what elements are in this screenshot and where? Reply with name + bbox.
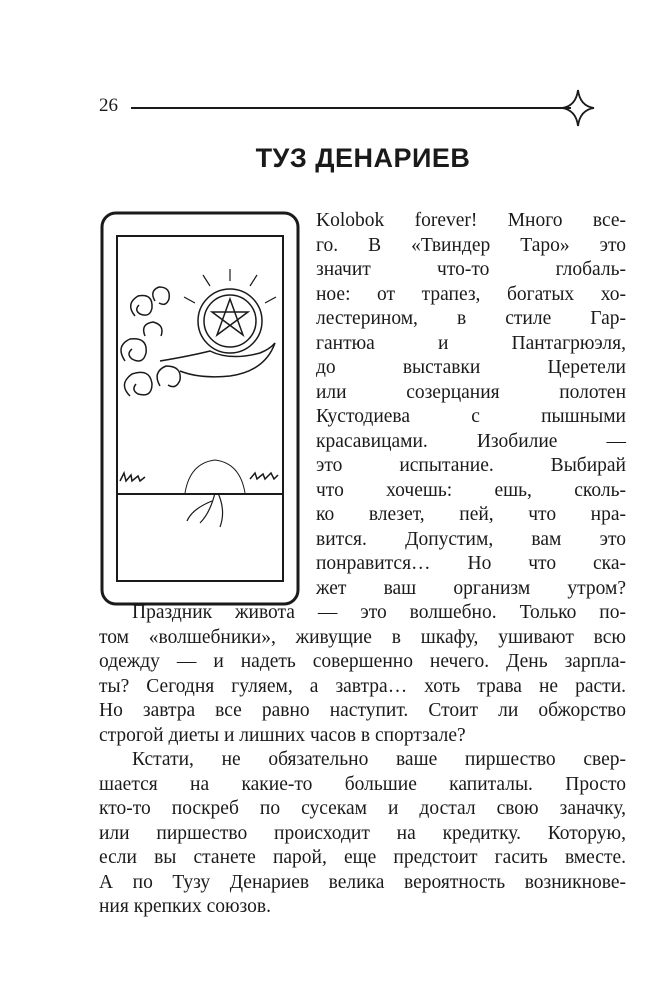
- text-line: шается на какие-то большие капиталы. Просто: [99, 773, 626, 795]
- text-line: это испытание. Выбирай: [316, 455, 626, 476]
- text-line: лестерином, в стиле Гар-: [316, 308, 626, 329]
- page-number: 26: [99, 95, 118, 116]
- text-line: ко влезет, пей, что нра-: [316, 504, 626, 525]
- text-line: ты? Сегодня гуляем, а завтра… хоть трава не расти.: [99, 675, 626, 697]
- text-line: или пиршество происходит на кредитку. Которую,: [99, 822, 626, 844]
- text-line: Кстати, не обязательно ваше пиршество свер-: [132, 749, 626, 770]
- text-line: гантюа и Пантагрюэля,: [316, 332, 626, 354]
- text-line: Праздник живота — это волшебно. Только по-: [132, 602, 626, 623]
- text-line: кто-то поскреб по сусекам и достал свою заначку,: [99, 798, 626, 819]
- text-line: Kolobok forever! Много все-: [316, 210, 626, 231]
- text-line: понравится… Но что ска-: [316, 553, 626, 574]
- text-line: если вы станете парой, еще предстоит гасить вместе.: [99, 847, 626, 868]
- text-line: строгой диеты и лишних часов в спортзале?: [99, 724, 466, 746]
- text-line: том «волшебники», живущие в шкафу, ушивают всю: [99, 626, 626, 648]
- text-line: А по Тузу Денариев велика вероятность возникнове-: [99, 871, 626, 893]
- text-line: жет ваш организм утром?: [316, 577, 626, 599]
- text-line: значит что-то глобаль-: [316, 259, 626, 280]
- text-line: до выставки Церетели: [316, 357, 626, 378]
- text-line: вится. Допустим, вам это: [316, 528, 626, 550]
- text-line: ное: от трапез, богатых хо-: [316, 283, 626, 305]
- text-line: го. В «Твиндер Таро» это: [316, 234, 626, 256]
- tarot-card-illustration: [100, 211, 300, 606]
- text-line: ния крепких союзов.: [99, 896, 271, 917]
- text-line: или созерцания полотен: [316, 381, 626, 403]
- text-line: одежду — и надеть совершенно нечего. День зарпла-: [99, 651, 626, 672]
- text-line: Кустодиева с пышными: [316, 406, 626, 427]
- text-line: что хочешь: ешь, сколь-: [316, 479, 626, 501]
- text-line: красавицами. Изобилие —: [316, 430, 626, 452]
- text-line: Но завтра все равно наступит. Стоит ли обжорство: [99, 700, 626, 721]
- chapter-title: ТУЗ ДЕНАРИЕВ: [255, 143, 471, 173]
- header-rule: [131, 107, 571, 109]
- sparkle-star-icon: [560, 88, 596, 128]
